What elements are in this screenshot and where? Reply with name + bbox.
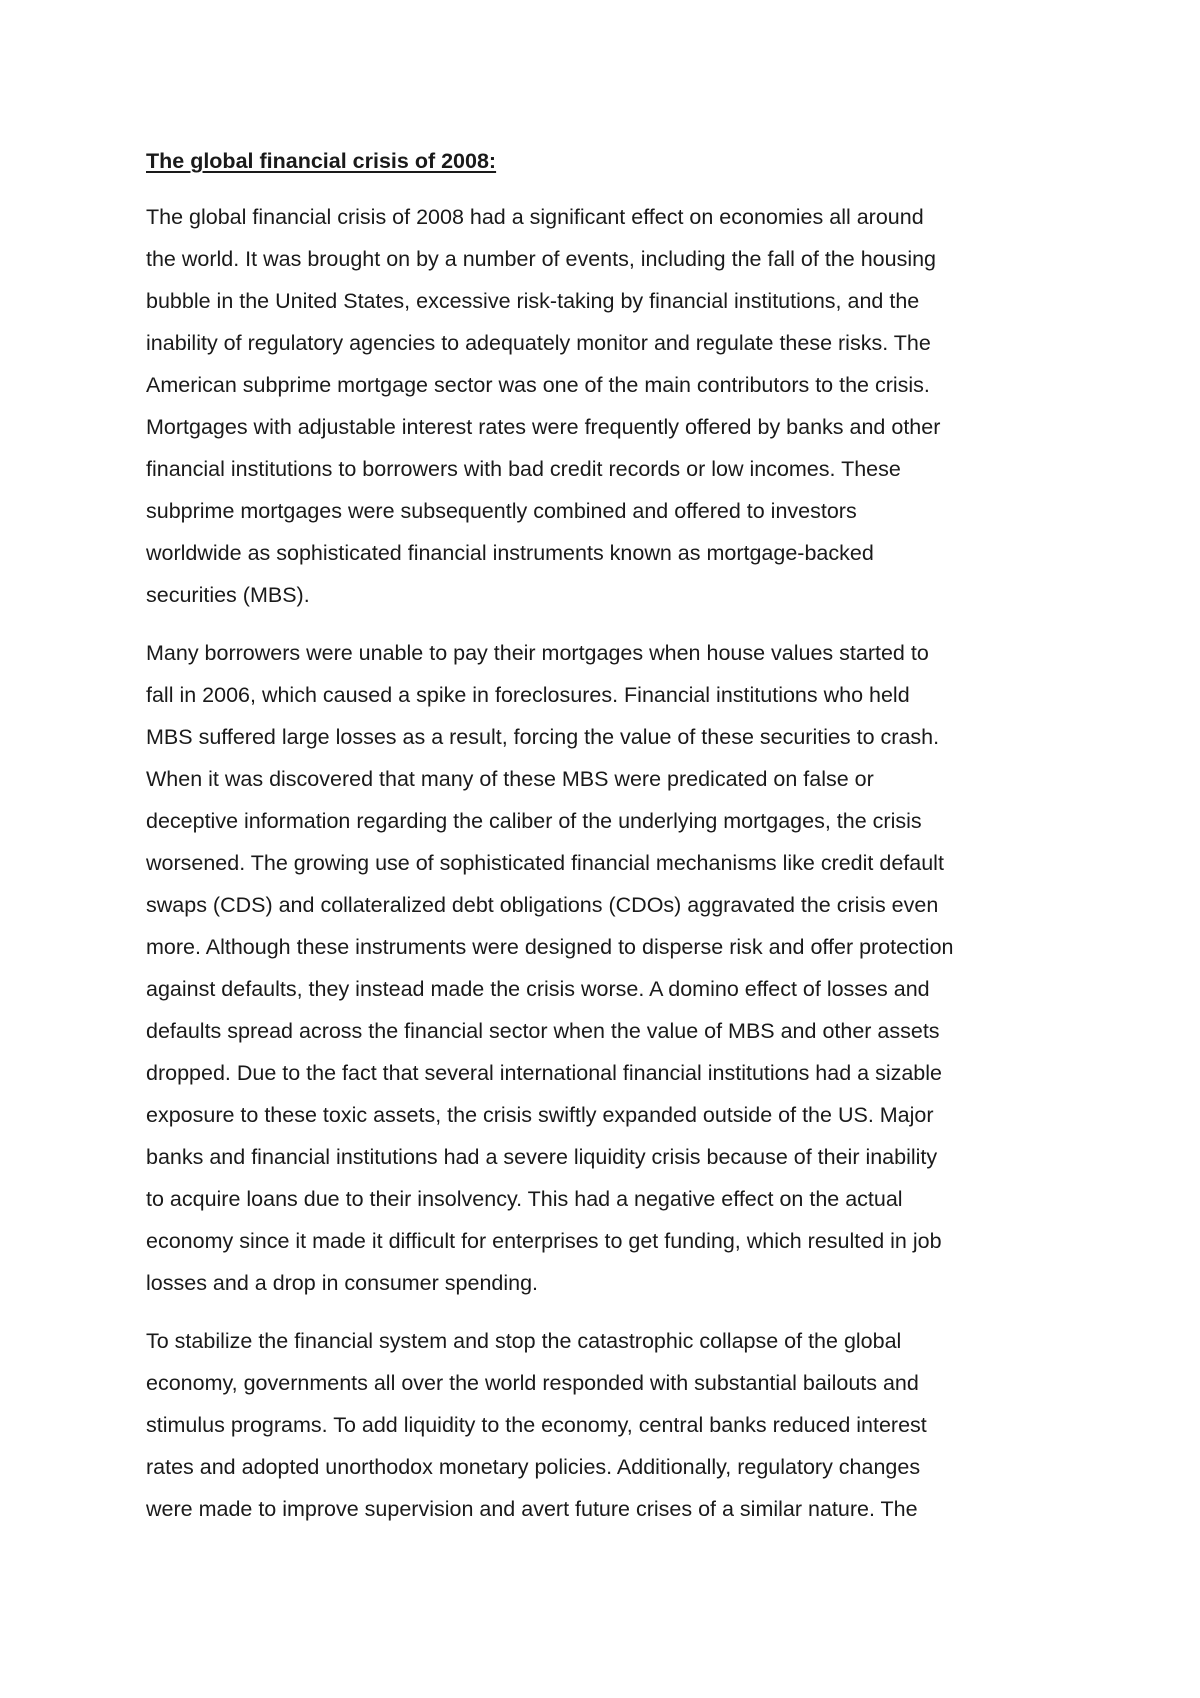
paragraph-line: more. Although these instruments were designed to disperse risk and offer protection [146,935,954,959]
paragraph-2 [146,632,1066,1304]
paragraph-line: against defaults, they instead made the crisis worse. A domino effect of losses and [146,977,930,1001]
paragraph-line: stimulus programs. To add liquidity to the economy, central banks reduced interest [146,1413,927,1437]
paragraph-line: financial institutions to borrowers with bad credit records or low incomes. These [146,457,901,481]
paragraph-line: MBS suffered large losses as a result, forcing the value of these securities to crash. [146,725,940,749]
paragraph-line: to acquire loans due to their insolvency. This had a negative effect on the actual [146,1187,903,1211]
paragraph-line: subprime mortgages were subsequently combined and offered to investors [146,499,857,523]
paragraph-line: Many borrowers were unable to pay their mortgages when house values started to [146,641,929,665]
paragraph-line: worsened. The growing use of sophisticated financial mechanisms like credit default [146,851,944,875]
document-body [146,140,1066,1546]
paragraph-line: swaps (CDS) and collateralized debt obligations (CDOs) aggravated the crisis even [146,893,939,917]
paragraph-line: American subprime mortgage sector was one of the main contributors to the crisis. [146,373,930,397]
paragraph-line: the world. It was brought on by a number of events, including the fall of the housing [146,247,937,271]
paragraph-line: exposure to these toxic assets, the crisis swiftly expanded outside of the US. Major [146,1103,934,1127]
paragraph-line: When it was discovered that many of these MBS were predicated on false or [146,767,874,791]
paragraph-line: Mortgages with adjustable interest rates were frequently offered by banks and other [146,415,941,439]
paragraph-line: worldwide as sophisticated financial instruments known as mortgage-backed [146,541,874,565]
paragraph-line: securities (MBS). [146,583,310,607]
paragraph-3 [146,1320,1066,1530]
paragraph-line: banks and financial institutions had a severe liquidity crisis because of their inability [146,1145,938,1169]
document-heading: The global financial crisis of 2008: [146,149,497,173]
paragraph-line: economy since it made it difficult for enterprises to get funding, which resulted in job [146,1229,942,1253]
paragraph-line: fall in 2006, which caused a spike in foreclosures. Financial institutions who held [146,683,910,707]
paragraph-line: defaults spread across the financial sector when the value of MBS and other assets [146,1019,940,1043]
paragraph-line: economy, governments all over the world responded with substantial bailouts and [146,1371,919,1395]
paragraph-line: bubble in the United States, excessive risk-taking by financial institutions, and the [146,289,920,313]
paragraph-line: inability of regulatory agencies to adequately monitor and regulate these risks. The [146,331,931,355]
paragraph-1 [146,196,1066,616]
paragraph-line: dropped. Due to the fact that several international financial institutions had a sizable [146,1061,942,1085]
paragraph-line: The global financial crisis of 2008 had a significant effect on economies all around [146,205,924,229]
paragraph-line: losses and a drop in consumer spending. [146,1271,539,1295]
paragraph-line: deceptive information regarding the caliber of the underlying mortgages, the crisis [146,809,922,833]
paragraph-line: rates and adopted unorthodox monetary policies. Additionally, regulatory changes [146,1455,921,1479]
paragraph-line: were made to improve supervision and avert future crises of a similar nature. The [146,1497,918,1521]
paragraph-line: To stabilize the financial system and stop the catastrophic collapse of the global [146,1329,902,1353]
